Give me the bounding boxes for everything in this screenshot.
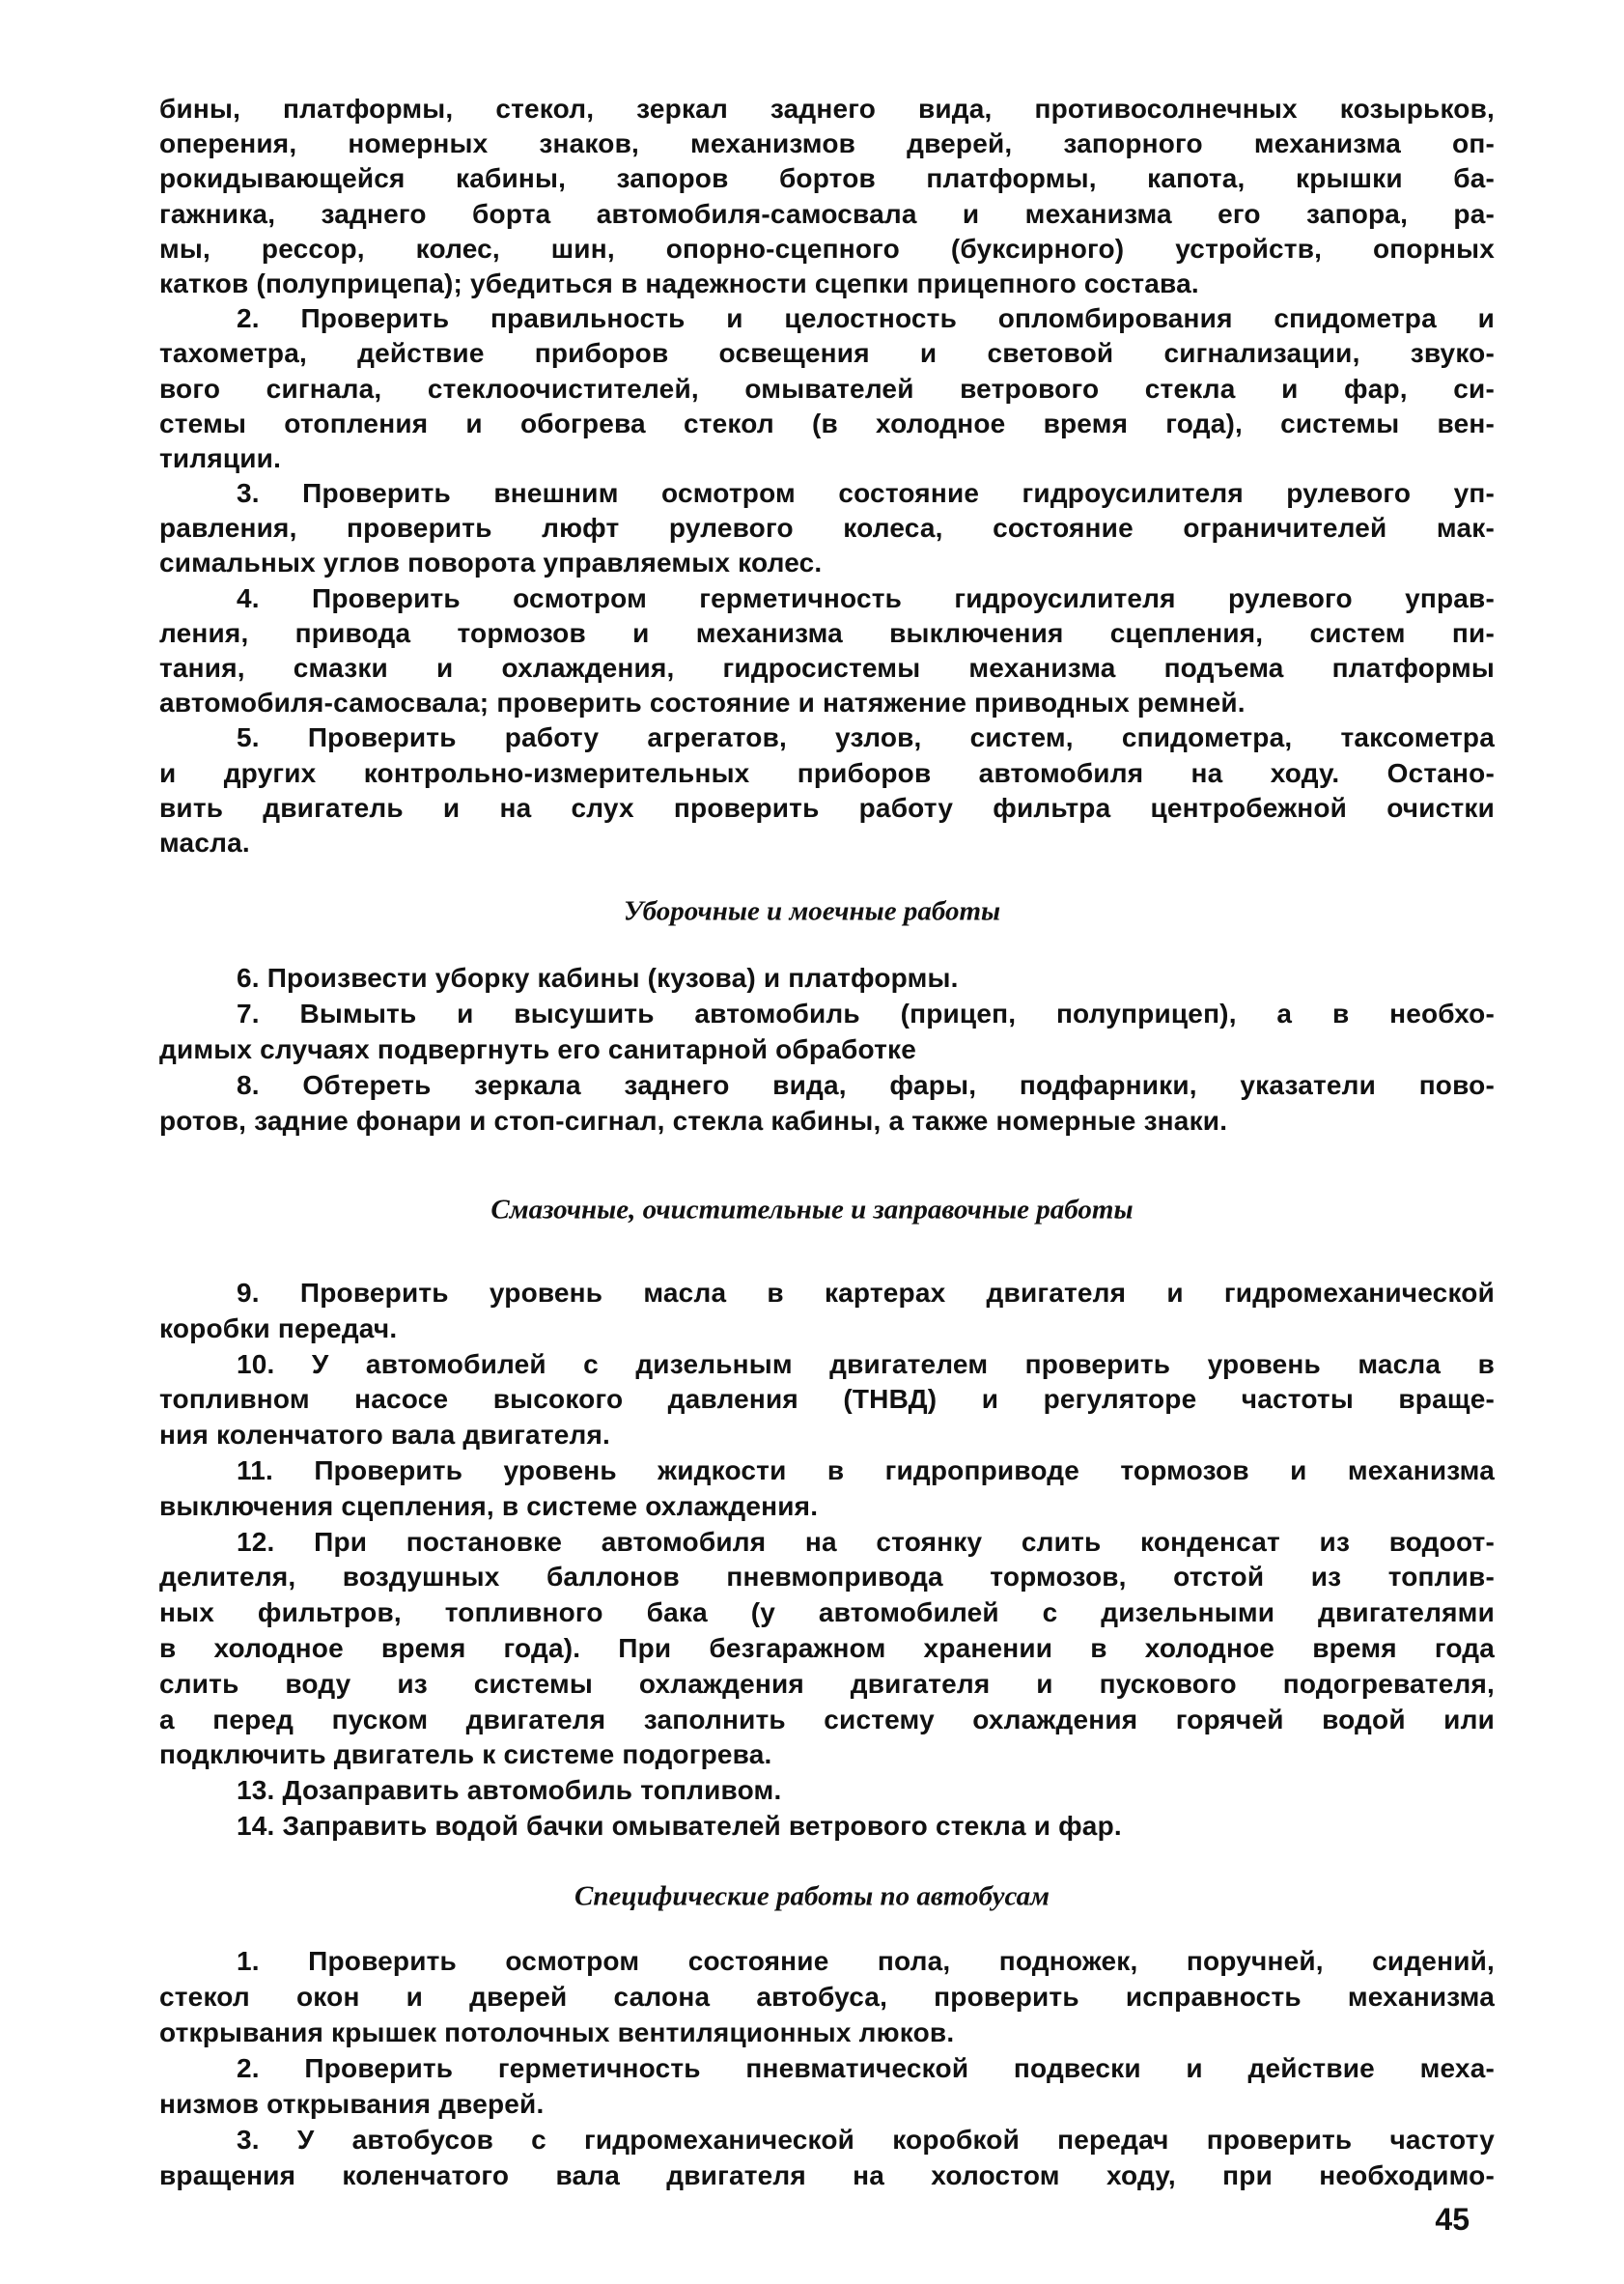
paragraph: [159, 92, 1495, 301]
text-line: 7. Вымыть и высушить автомобиль (прицеп, полуприцеп), а в необхо-: [237, 999, 1495, 1029]
text-line: мы, рессор, колес, шин, опорно-сцепного (буксирного) устройств, опорных: [159, 233, 1495, 264]
text-line: бины, платформы, стекол, зеркал заднего вида, противосолнечных козырьков,: [159, 94, 1495, 124]
paragraph: [159, 996, 1495, 1067]
text-line: ротов, задние фонари и стоп-сигнал, стекла кабины, а также номерные знаки.: [159, 1106, 1228, 1136]
paragraph: [159, 960, 1495, 996]
paragraph: [159, 1453, 1495, 1525]
text-line: 2. Проверить правильность и целостность опломбирования спидометра и: [237, 303, 1495, 334]
text-line: 9. Проверить уровень масла в картерах двигателя и гидромеханической: [237, 1278, 1495, 1308]
text-line: димых случаях подвергнуть его санитарной обработке: [159, 1034, 917, 1064]
text-line: 8. Обтереть зеркала заднего вида, фары, подфарники, указатели пово-: [237, 1070, 1495, 1100]
paragraph: [159, 1276, 1495, 1347]
text-line: 14. Заправить водой бачки омывателей ветрового стекла и фар.: [237, 1810, 1122, 1841]
text-line: тахометра, действие приборов освещения и световой сигнализации, звуко-: [159, 338, 1495, 369]
text-line: выключения сцепления, в системе охлаждения.: [159, 1490, 819, 1521]
paragraph: [159, 1347, 1495, 1453]
text-line: вить двигатель и на слух проверить работу фильтра центробежной очистки: [159, 792, 1495, 823]
paragraph: [159, 720, 1495, 860]
section-inspection-text: [159, 92, 1495, 860]
paragraph: [159, 1067, 1495, 1139]
section-lubrication-text: [159, 1276, 1495, 1845]
heading-lubrication: Смазочные, очистительные и заправочные работы: [490, 1194, 1134, 1226]
text-line: коробки передач.: [159, 1312, 398, 1343]
text-line: стекол окон и дверей салона автобуса, проверить исправность механизма: [159, 1982, 1495, 2012]
text-line: ния коленчатого вала двигателя.: [159, 1420, 611, 1451]
text-line: топливном насосе высокого давления (ТНВД) и регуляторе частоты враще-: [159, 1384, 1495, 1415]
text-line: тания, смазки и охлаждения, гидросистемы механизма подъема платформы: [159, 653, 1495, 683]
text-line: слить воду из системы охлаждения двигателя и пускового подогревателя,: [159, 1668, 1495, 1699]
text-line: открывания крышек потолочных вентиляционных люков.: [159, 2017, 955, 2047]
text-line: 3. Проверить внешним осмотром состояние гидроусилителя рулевого уп-: [237, 478, 1495, 509]
text-line: 2. Проверить герметичность пневматической подвески и действие меха-: [237, 2053, 1495, 2083]
section-buses-text: [159, 1943, 1495, 2193]
paragraph: [159, 476, 1495, 581]
text-line: а перед пуском двигателя заполнить систему охлаждения горячей водой или: [159, 1704, 1495, 1734]
text-line: тиляции.: [159, 442, 282, 473]
page-number: 45: [1435, 2202, 1470, 2237]
text-line: в холодное время года). При безгаражном хранении в холодное время года: [159, 1632, 1495, 1663]
text-line: и других контрольно-измерительных приборов автомобиля на ходу. Остано-: [159, 757, 1495, 788]
paragraph: [159, 2122, 1495, 2193]
text-line: 11. Проверить уровень жидкости в гидроприводе тормозов и механизма: [237, 1454, 1495, 1485]
text-line: вращения коленчатого вала двигателя на холостом ходу, при необходимо-: [159, 2160, 1495, 2190]
text-line: ления, привода тормозов и механизма выключения сцепления, систем пи-: [159, 617, 1495, 648]
text-line: 1. Проверить осмотром состояние пола, подножек, поручней, сидений,: [237, 1946, 1495, 1976]
section-cleaning-text: [159, 960, 1495, 1139]
paragraph: [159, 1943, 1495, 2050]
paragraph: [159, 1773, 1495, 1809]
text-line: масла.: [159, 827, 250, 858]
text-line: 3. У автобусов с гидромеханической коробкой передач проверить частоту: [237, 2125, 1495, 2155]
text-line: 4. Проверить осмотром герметичность гидроусилителя рулевого управ-: [237, 582, 1495, 613]
paragraph: [159, 1809, 1495, 1845]
text-line: делителя, воздушных баллонов пневмопривода тормозов, отстой из топлив-: [159, 1562, 1495, 1593]
heading-cleaning: Уборочные и моечные работы: [623, 895, 1001, 927]
paragraph: [159, 1525, 1495, 1774]
text-line: гажника, заднего борта автомобиля-самосвала и механизма его запора, ра-: [159, 198, 1495, 229]
text-line: 12. При постановке автомобиля на стоянку слить конденсат из водоот-: [237, 1526, 1495, 1557]
paragraph: [159, 301, 1495, 476]
text-line: низмов открывания дверей.: [159, 2089, 545, 2119]
paragraph: [159, 2050, 1495, 2122]
text-line: равления, проверить люфт рулевого колеса, состояние ограничителей мак-: [159, 513, 1495, 544]
text-line: оперения, номерных знаков, механизмов дверей, запорного механизма оп-: [159, 128, 1495, 159]
text-line: 5. Проверить работу агрегатов, узлов, систем, спидометра, таксометра: [237, 722, 1495, 753]
text-line: катков (полуприцепа); убедиться в надежности сцепки прицепного состава.: [159, 268, 1199, 298]
heading-buses: Специфические работы по автобусам: [574, 1880, 1050, 1912]
paragraph: [159, 581, 1495, 721]
text-line: 13. Дозаправить автомобиль топливом.: [237, 1775, 782, 1806]
text-line: автомобиля-самосвала; проверить состояние и натяжение приводных ремней.: [159, 688, 1246, 719]
text-line: 10. У автомобилей с дизельным двигателем проверить уровень масла в: [237, 1348, 1495, 1379]
text-line: симальных углов поворота управляемых колес.: [159, 548, 823, 578]
text-line: стемы отопления и обогрева стекол (в холодное время года), системы вен-: [159, 408, 1495, 438]
text-line: подключить двигатель к системе подогрева.: [159, 1739, 772, 1770]
text-line: 6. Произвести уборку кабины (кузова) и платформы.: [237, 963, 959, 993]
text-line: рокидывающейся кабины, запоров бортов платформы, капота, крышки ба-: [159, 163, 1495, 194]
text-line: вого сигнала, стеклоочистителей, омывателей ветрового стекла и фар, си-: [159, 373, 1495, 404]
text-line: ных фильтров, топливного бака (у автомобилей с дизельными двигателями: [159, 1597, 1495, 1628]
